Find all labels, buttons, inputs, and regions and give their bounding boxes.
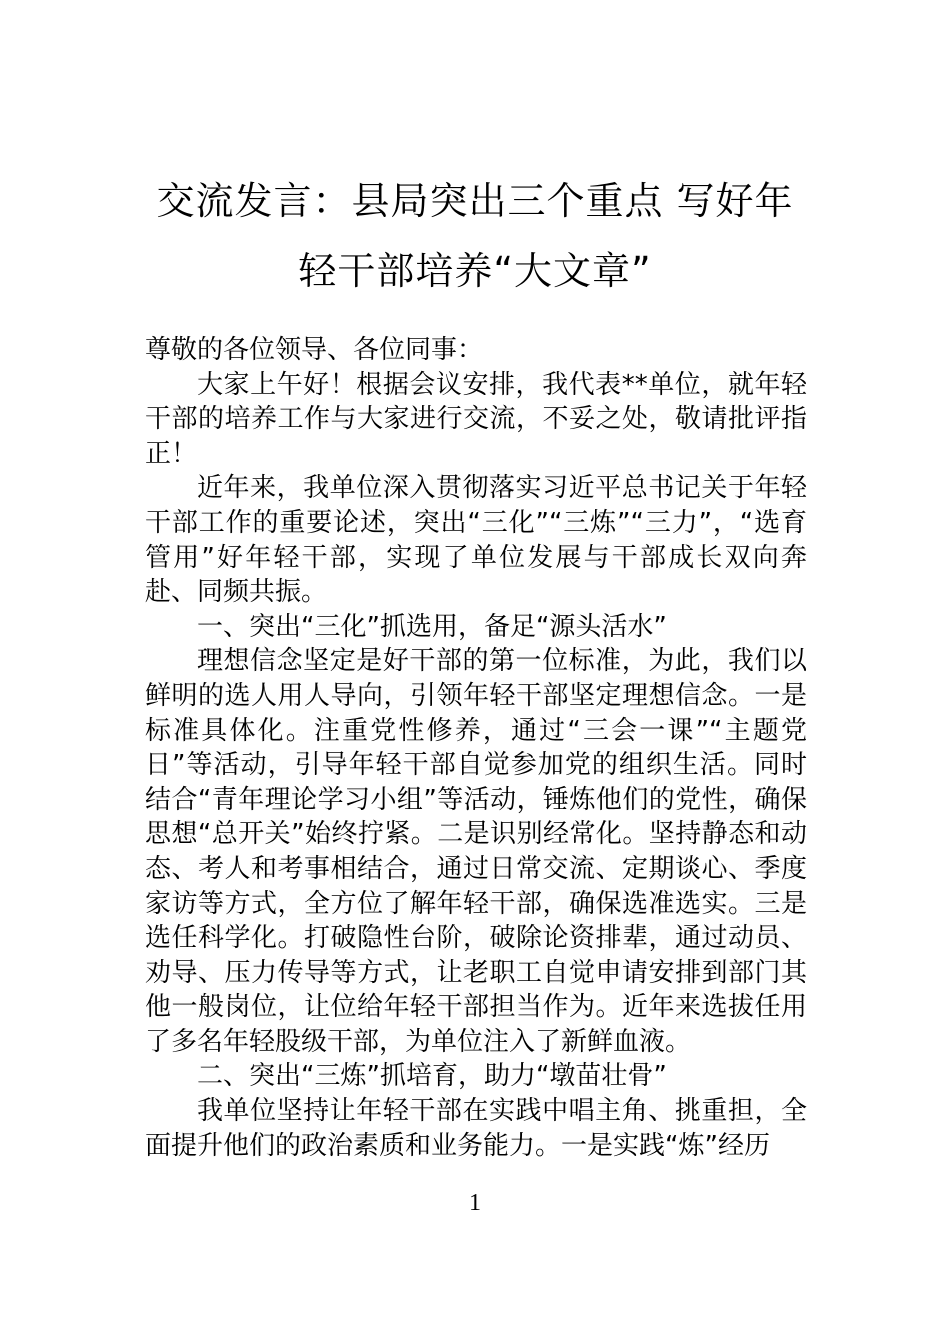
section-heading-2: 二、突出“三炼”抓培育，助力“墩苗壮骨” (197, 1061, 667, 1092)
document-title: 交流发言：县局突出三个重点 写好年轻干部培养“大文章” (156, 179, 794, 293)
page-number: 1 (469, 1190, 481, 1216)
paragraph-greeting: 大家上午好！根据会议安排，我代表**单位，就年轻干部的培养工作与大家进行交流，不妥之处，敬请批评指正！ (145, 369, 807, 469)
paragraph-section-1: 理想信念坚定是好干部的第一位标准，为此，我们以鲜明的选人用人导向，引领年轻干部坚定理想信念。一是标准具体化。注重党性修养，通过“三会一课”“主题党日”等活动，引导年轻干部自觉参加党的组织生活。同时结合“青年理论学习小组”等活动，锤炼他们的党性，确保思想“总开关”始终拧紧。二是识别经常化。坚持静态和动态、考人和考事相结合，通过日常交流、定期谈心、季度家访等方式，全方位了解年轻干部，确保选准选实。三是选任科学化。打破隐性台阶，破除论资排辈，通过动员、劝导、压力传导等方式，让老职工自觉申请安排到部门其他一般岗位，让位给年轻干部担当作为。近年来选拔任用了多名年轻股级干部，为单位注入了新鲜血液。 (145, 646, 807, 1057)
salutation: 尊敬的各位领导、各位同事： (145, 335, 484, 365)
section-heading-1: 一、突出“三化”抓选用，备足“源头活水” (197, 611, 667, 642)
document-body (145, 333, 807, 1163)
paragraph-section-2: 我单位坚持让年轻干部在实践中唱主角、挑重担，全面提升他们的政治素质和业务能力。一是实践“炼”经历 (145, 1096, 807, 1161)
paragraph-intro: 近年来，我单位深入贯彻落实习近平总书记关于年轻干部工作的重要论述，突出“三化”“三炼”“三力”，“选育管用”好年轻干部，实现了单位发展与干部成长双向奔赴、同频共振。 (145, 473, 807, 608)
